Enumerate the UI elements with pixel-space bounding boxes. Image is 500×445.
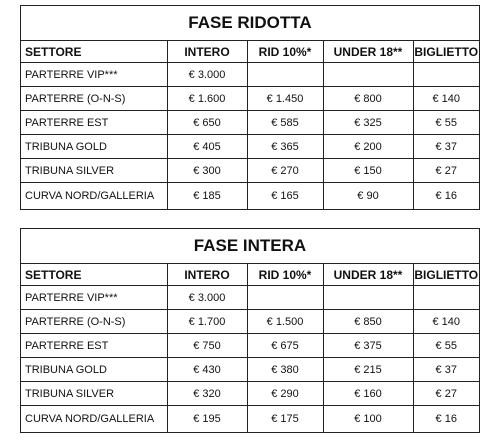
- cell-biglietto: € 37: [413, 358, 479, 382]
- cell-rid: € 270: [247, 159, 323, 183]
- cell-intero: € 650: [167, 111, 247, 135]
- cell-rid: € 290: [247, 382, 323, 406]
- cell-intero: € 430: [167, 358, 247, 382]
- header-biglietto: BIGLIETTO: [413, 41, 479, 63]
- table-row: [21, 111, 479, 135]
- cell-intero: € 750: [167, 334, 247, 358]
- cell-biglietto: € 140: [413, 87, 479, 111]
- table-row: [21, 183, 479, 210]
- cell-settore: PARTERRE (O-N-S): [21, 87, 167, 111]
- table-header-row: [21, 264, 479, 286]
- cell-under18: € 160: [323, 382, 413, 406]
- cell-intero: € 3.000: [167, 286, 247, 310]
- cell-settore: TRIBUNA GOLD: [21, 135, 167, 159]
- cell-under18: € 215: [323, 358, 413, 382]
- cell-settore: PARTERRE EST: [21, 111, 167, 135]
- cell-biglietto: € 16: [413, 183, 479, 210]
- cell-under18: € 100: [323, 406, 413, 433]
- cell-settore: TRIBUNA GOLD: [21, 358, 167, 382]
- header-rid-10: RID 10%*: [247, 41, 323, 63]
- table-title: FASE INTERA: [21, 229, 479, 264]
- header-under-18: UNDER 18**: [323, 41, 413, 63]
- cell-rid: € 165: [247, 183, 323, 210]
- cell-rid: € 1.450: [247, 87, 323, 111]
- cell-under18: € 800: [323, 87, 413, 111]
- table-title: FASE RIDOTTA: [21, 6, 479, 41]
- cell-intero: € 195: [167, 406, 247, 433]
- cell-intero: € 405: [167, 135, 247, 159]
- cell-under18: € 150: [323, 159, 413, 183]
- cell-rid: € 1.500: [247, 310, 323, 334]
- price-table: [21, 41, 479, 210]
- cell-intero: € 320: [167, 382, 247, 406]
- table-row: [21, 63, 479, 87]
- cell-rid: € 675: [247, 334, 323, 358]
- table-row: [21, 135, 479, 159]
- price-table: [21, 264, 479, 433]
- header-settore: SETTORE: [21, 264, 167, 286]
- cell-under18: [323, 286, 413, 310]
- cell-under18: [323, 63, 413, 87]
- table-row: [21, 382, 479, 406]
- cell-settore: CURVA NORD/GALLERIA: [21, 183, 167, 210]
- cell-under18: € 325: [323, 111, 413, 135]
- cell-biglietto: € 16: [413, 406, 479, 433]
- cell-intero: € 300: [167, 159, 247, 183]
- cell-biglietto: € 140: [413, 310, 479, 334]
- cell-rid: € 365: [247, 135, 323, 159]
- cell-settore: PARTERRE EST: [21, 334, 167, 358]
- cell-settore: CURVA NORD/GALLERIA: [21, 406, 167, 433]
- cell-intero: € 1.700: [167, 310, 247, 334]
- cell-biglietto: € 55: [413, 111, 479, 135]
- price-table-fase-intera: [20, 228, 480, 433]
- cell-rid: € 175: [247, 406, 323, 433]
- table-row: [21, 406, 479, 433]
- table-row: [21, 334, 479, 358]
- cell-rid: [247, 63, 323, 87]
- header-intero: INTERO: [167, 41, 247, 63]
- header-intero: INTERO: [167, 264, 247, 286]
- cell-settore: PARTERRE (O-N-S): [21, 310, 167, 334]
- cell-rid: [247, 286, 323, 310]
- table-row: [21, 87, 479, 111]
- cell-biglietto: € 37: [413, 135, 479, 159]
- cell-biglietto: € 27: [413, 159, 479, 183]
- table-row: [21, 286, 479, 310]
- cell-biglietto: € 27: [413, 382, 479, 406]
- cell-under18: € 200: [323, 135, 413, 159]
- cell-rid: € 380: [247, 358, 323, 382]
- cell-biglietto: [413, 63, 479, 87]
- cell-under18: € 850: [323, 310, 413, 334]
- header-under-18: UNDER 18**: [323, 264, 413, 286]
- cell-settore: PARTERRE VIP***: [21, 63, 167, 87]
- header-biglietto: BIGLIETTO: [413, 264, 479, 286]
- cell-settore: TRIBUNA SILVER: [21, 382, 167, 406]
- cell-settore: PARTERRE VIP***: [21, 286, 167, 310]
- cell-under18: € 375: [323, 334, 413, 358]
- table-row: [21, 159, 479, 183]
- cell-settore: TRIBUNA SILVER: [21, 159, 167, 183]
- table-header-row: [21, 41, 479, 63]
- table-row: [21, 310, 479, 334]
- header-rid-10: RID 10%*: [247, 264, 323, 286]
- cell-rid: € 585: [247, 111, 323, 135]
- header-settore: SETTORE: [21, 41, 167, 63]
- cell-intero: € 1.600: [167, 87, 247, 111]
- price-table-fase-ridotta: [20, 5, 480, 210]
- cell-biglietto: [413, 286, 479, 310]
- cell-under18: € 90: [323, 183, 413, 210]
- cell-biglietto: € 55: [413, 334, 479, 358]
- table-row: [21, 358, 479, 382]
- cell-intero: € 3.000: [167, 63, 247, 87]
- cell-intero: € 185: [167, 183, 247, 210]
